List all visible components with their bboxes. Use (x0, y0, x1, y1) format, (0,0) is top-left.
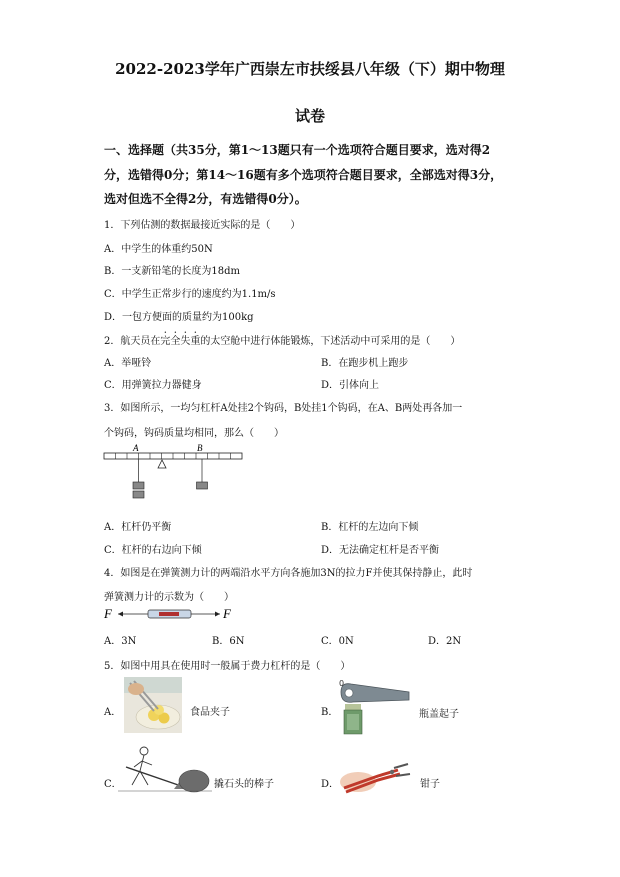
q2-stem-post: 的太空舱中进行体能锻炼，下述活动中可采用的是（ ） (200, 336, 461, 347)
q5-option-d-letter: D． (321, 779, 340, 790)
q3-option-b: B．杠杆的左边向下倾 (321, 522, 419, 533)
q3-option-c: C．杠杆的右边向下倾 (104, 545, 202, 556)
q4-stem-line1: 4．如图是在弹簧测力计的两端沿水平方向各施加3N的拉力F并使其保持静止，此时 (104, 568, 473, 579)
q2-option-a: A．举哑铃 (104, 358, 152, 369)
q2-stem (104, 330, 460, 347)
label-a: A (133, 443, 139, 453)
q2-option-c: C．用弹簧拉力器健身 (104, 380, 202, 391)
q1-option-c: C．中学生正常步行的速度约为1.1m/s (104, 289, 276, 300)
arrow-right-head (215, 612, 220, 617)
q2-option-d: D．引体向上 (321, 380, 380, 391)
section-heading-line3: 选对但选不全得2分，有选错得0分）。 (104, 192, 307, 206)
force-right-label: F (223, 606, 231, 621)
q5-stem: 5．如图中用具在使用时一般属于费力杠杆的是（ ） (104, 661, 351, 672)
arrow-left-head (118, 612, 123, 617)
q5-option-c-text: 撬石头的棒子 (214, 779, 274, 790)
q1-option-d: D．一包方便面的质量约为100kg (104, 312, 254, 323)
crowbar-stone-image (118, 745, 212, 795)
lever-figure (104, 442, 254, 504)
weight-a-1 (133, 482, 144, 489)
paper-title-line1: 2022-2023学年广西崇左市扶绥县八年级（下）期中物理 (115, 60, 505, 78)
q3-stem-line1: 3．如图所示，一均匀杠杆A处挂2个钩码，B处挂1个钩码，在A、B两处再各加一 (104, 403, 463, 414)
weight-b-1 (197, 482, 208, 489)
paper-title-line2: 试卷 (294, 107, 325, 125)
q5-option-b-letter: B． (321, 707, 339, 718)
q1-option-b: B．一支新铅笔的长度为18dm (104, 266, 240, 277)
label-b: B (197, 443, 203, 453)
weight-a-2 (133, 491, 144, 498)
q4-option-a: A．3N (104, 636, 137, 647)
q5-option-b-text: 瓶盖起子 (419, 709, 459, 720)
q2-stem-pre: 2．航天员在 (104, 336, 161, 347)
q5-option-a-text: 食品夹子 (190, 707, 230, 718)
q1-option-a: A．中学生的体重约50N (104, 244, 213, 255)
q4-option-d: D．2N (428, 636, 462, 647)
food-tongs-image (124, 677, 182, 733)
q5-option-d-text: 钳子 (420, 779, 440, 790)
q4-option-c: C．0N (321, 636, 354, 647)
pliers-image (338, 762, 412, 796)
q1-stem: 1．下列估测的数据最接近实际的是（ ） (104, 220, 301, 231)
section-heading-line1: 一、选择题（共35分，第1～13题只有一个选项符合题目要求，选对得2 (104, 143, 491, 157)
svg-text:0: 0 (339, 679, 345, 688)
q2-option-b: B．在跑步机上跑步 (321, 358, 409, 369)
q4-option-b: B．6N (212, 636, 245, 647)
fulcrum-triangle (158, 460, 166, 468)
force-left-label: F (104, 606, 112, 621)
q5-option-c-letter: C． (104, 779, 122, 790)
q2-stem-emphasis: 完全失重 (160, 336, 201, 347)
q3-option-d: D．无法确定杠杆是否平衡 (321, 545, 440, 556)
spring-scale-figure (104, 604, 239, 624)
section-heading-line2: 分，选错得0分；第14～16题有多个选项符合题目要求，全部选对得3分， (104, 168, 503, 182)
q4-stem-line2: 弹簧测力计的示数为（ ） (104, 592, 234, 603)
q5-option-a-letter: A． (104, 707, 122, 718)
bottle-opener-image (337, 678, 413, 734)
q3-stem-line2: 个钩码，钩码质量均相同，那么（ ） (104, 428, 284, 439)
q3-option-a: A．杠杆仍平衡 (104, 522, 172, 533)
spring-scale-window (159, 612, 179, 616)
